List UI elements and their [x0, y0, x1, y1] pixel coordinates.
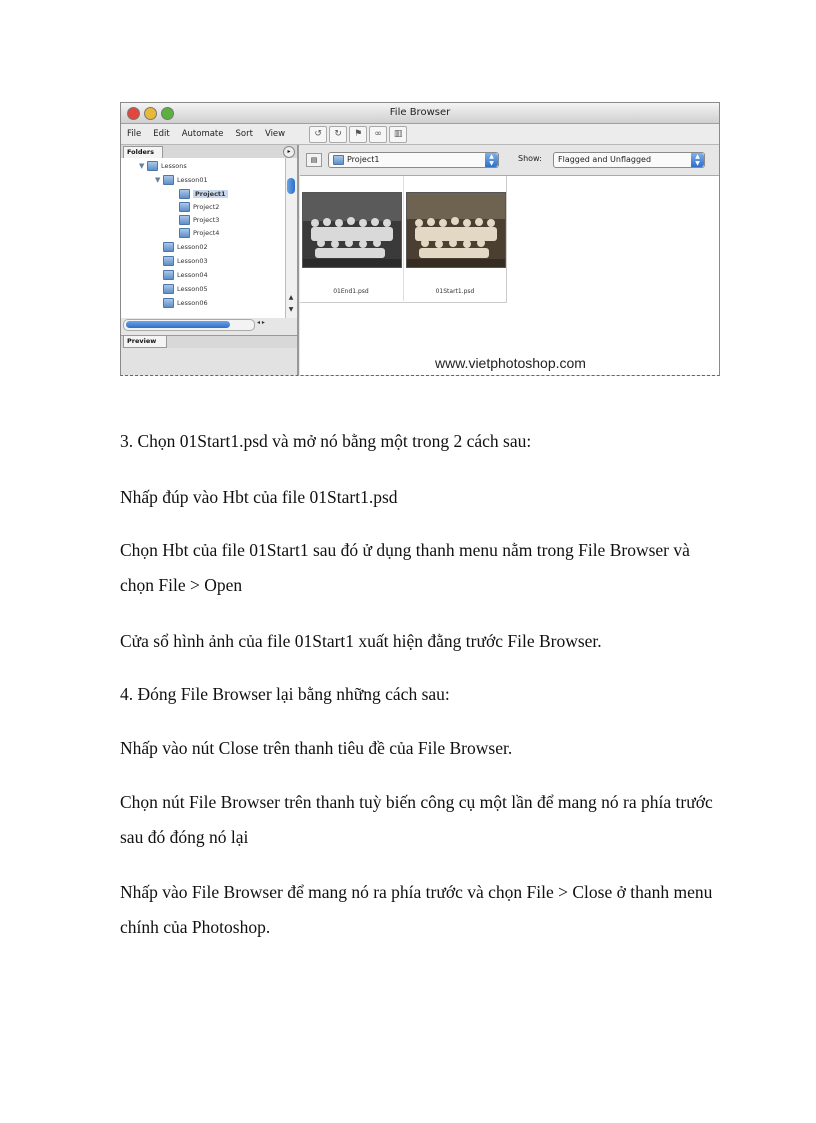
tree-node-label: Lesson04	[177, 271, 208, 279]
thumbnail-caption: 01Start1.psd	[435, 288, 475, 295]
tree-node[interactable]	[163, 269, 208, 281]
tree-node-label: Lessons	[161, 162, 187, 170]
zoom-window-icon[interactable]	[161, 107, 174, 120]
tree-node-label: Lesson01	[177, 176, 208, 184]
location-value: Project1	[347, 155, 380, 164]
step-3-option-2: Chọn Hbt của file 01Start1 sau đó ử dụng thanh menu nằm trong File Browser và chọn File > Open	[120, 540, 690, 595]
folder-icon	[147, 161, 158, 171]
step-4-option-2: Chọn nút File Browser trên thanh tuỳ biến công cụ một lần để mang nó ra phía trước sau đó đóng nó lại	[120, 792, 713, 847]
tree-node-label: Lesson05	[177, 285, 208, 293]
tree-vertical-scrollbar[interactable]	[285, 158, 297, 318]
tab-folders[interactable]: Folders	[123, 146, 163, 158]
folders-panel	[121, 145, 299, 375]
tree-node[interactable]	[163, 283, 208, 295]
show-filter-value: Flagged and Unflagged	[558, 155, 652, 164]
step-3-heading: 3. Chọn 01Start1.psd và mở nó bằng một trong 2 cách sau:	[120, 431, 532, 451]
tree-node-label: Lesson06	[177, 299, 208, 307]
menu-view[interactable]: View	[264, 129, 286, 139]
trash-icon[interactable]: ▥	[389, 126, 407, 143]
menu-bar	[121, 124, 719, 145]
minimize-window-icon[interactable]	[144, 107, 157, 120]
thumbnail-caption: 01End1.psd	[333, 288, 369, 295]
title-bar	[121, 103, 719, 124]
tree-horizontal-scrollbar[interactable]	[123, 319, 255, 331]
tree-node-label: Project1	[195, 190, 226, 198]
tree-node-label: Project4	[193, 229, 220, 237]
folder-icon	[163, 256, 174, 266]
folders-tabbar	[121, 145, 297, 159]
rotate-left-icon[interactable]: ↺	[309, 126, 327, 143]
folder-icon	[179, 215, 190, 225]
window-title: File Browser	[389, 107, 451, 118]
disclosure-open-icon[interactable]: ▼	[139, 162, 145, 170]
step-4-option-3: Nhấp vào File Browser để mang nó ra phía trước và chọn File > Close ở thanh menu chính của Photoshop.	[120, 882, 713, 937]
popup-arrows-icon: ▲ ▼	[691, 153, 704, 167]
tree-node[interactable]	[179, 214, 219, 226]
show-filter-popup[interactable]	[553, 152, 705, 168]
preview-tabbar	[121, 335, 297, 348]
scroll-left-right-icon[interactable]: ◂ ▸	[257, 319, 265, 326]
toolbar	[309, 126, 407, 143]
folder-icon	[179, 189, 190, 199]
step-4-option-1: Nhấp vào nút Close trên thanh tiêu đề của File Browser.	[120, 738, 513, 758]
menu-file[interactable]: File	[127, 129, 142, 139]
team-photo-icon	[407, 193, 505, 267]
watermark: www.vietphotoshop.com	[435, 355, 586, 371]
tree-node[interactable]	[163, 241, 208, 253]
tree-node[interactable]	[163, 297, 208, 309]
tree-node-label: Lesson02	[177, 243, 208, 251]
team-photo-icon	[303, 193, 401, 267]
thumbnail-image[interactable]	[406, 192, 506, 268]
disclosure-open-icon[interactable]: ▼	[155, 176, 161, 184]
flag-icon[interactable]: ⚑	[349, 126, 367, 143]
tree-node-label: Project2	[193, 203, 220, 211]
step-3-result: Cửa sổ hình ảnh của file 01Start1 xuất hiện đằng trước File Browser.	[120, 631, 602, 651]
folder-icon	[163, 284, 174, 294]
thumbnail-item[interactable]	[403, 176, 506, 301]
rotate-right-icon[interactable]: ↻	[329, 126, 347, 143]
scroll-down-icon[interactable]: ▼	[288, 306, 294, 313]
tree-node[interactable]	[179, 227, 219, 239]
step-4-heading: 4. Đóng File Browser lại bằng những cách sau:	[120, 684, 450, 704]
scroll-thumb[interactable]	[126, 321, 230, 328]
scroll-up-icon[interactable]: ▲	[288, 294, 294, 301]
location-bar	[300, 145, 719, 176]
folder-icon	[163, 270, 174, 280]
folder-icon	[179, 228, 190, 238]
folder-icon	[179, 202, 190, 212]
folder-icon	[163, 242, 174, 252]
thumbnail-grid	[300, 176, 507, 303]
binoculars-icon[interactable]: ∞	[369, 126, 387, 143]
tree-node[interactable]	[163, 255, 208, 267]
content-panel	[300, 145, 719, 375]
tree-node-selected[interactable]	[179, 188, 228, 200]
tree-node-label: Project3	[193, 216, 220, 224]
folder-icon	[163, 298, 174, 308]
thumbnail-image[interactable]	[302, 192, 402, 268]
parent-folder-button[interactable]: ▤	[306, 153, 322, 167]
step-3-option-1: Nhấp đúp vào Hbt của file 01Start1.psd	[120, 487, 398, 507]
show-label: Show:	[518, 154, 542, 163]
menu-sort[interactable]: Sort	[235, 129, 253, 139]
location-popup[interactable]	[328, 152, 499, 168]
window-controls	[127, 107, 174, 120]
tree-node-label: Lesson03	[177, 257, 208, 265]
close-window-icon[interactable]	[127, 107, 140, 120]
menu-automate[interactable]: Automate	[181, 129, 224, 139]
thumbnail-item[interactable]	[300, 176, 402, 301]
file-browser-screenshot	[120, 102, 720, 376]
tree-node[interactable]	[155, 174, 208, 186]
panel-menu-icon[interactable]: ▸	[283, 146, 295, 158]
scroll-thumb[interactable]	[287, 178, 295, 194]
popup-arrows-icon: ▲ ▼	[485, 153, 498, 167]
folder-icon	[333, 155, 344, 165]
folder-icon	[163, 175, 174, 185]
tree-node[interactable]	[179, 201, 219, 213]
folder-tree	[121, 158, 285, 318]
tree-node[interactable]	[139, 160, 187, 172]
menu-edit[interactable]: Edit	[153, 129, 170, 139]
preview-area	[121, 348, 297, 375]
tab-preview[interactable]: Preview	[123, 336, 167, 348]
